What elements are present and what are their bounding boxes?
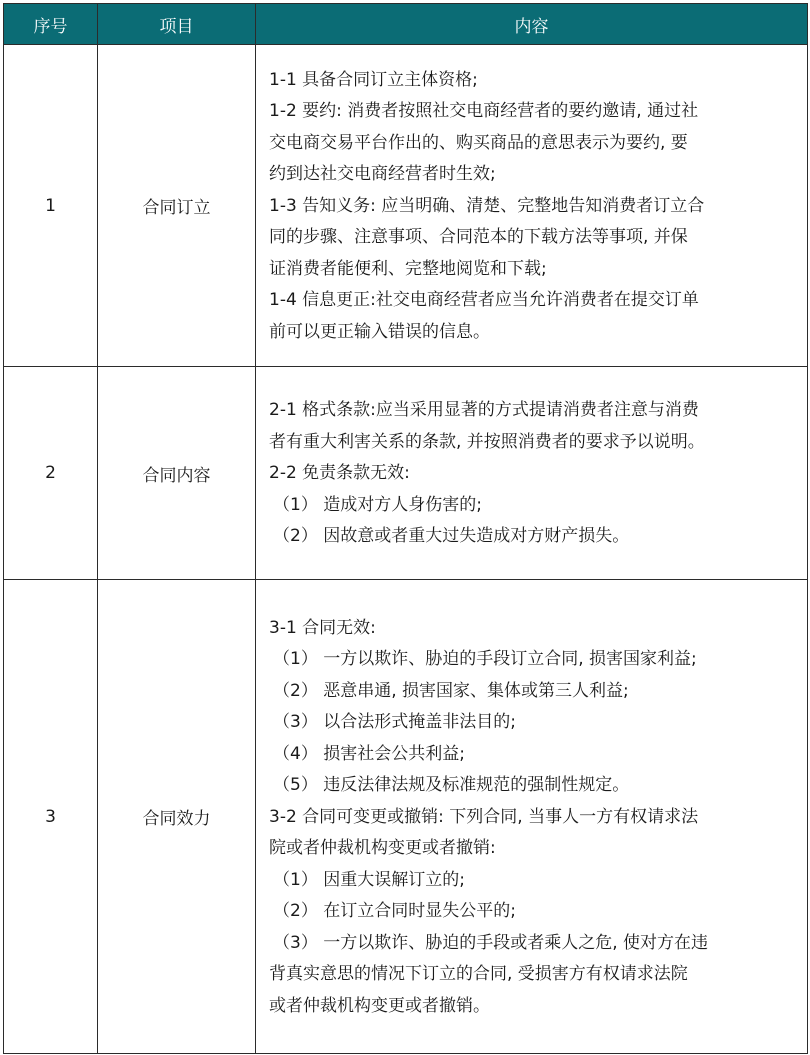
row-number: 1 — [4, 45, 98, 367]
content-line: （2） 在订立合同时显失公平的; — [273, 901, 516, 922]
content-line: 同的步骤、注意事项、合同范本的下载方法等事项, 并保 — [269, 227, 688, 248]
content-line: （1） 因重大误解订立的; — [273, 869, 465, 890]
header-row — [4, 4, 808, 45]
table-row — [4, 45, 808, 367]
row-content — [256, 367, 808, 580]
content-line: 1-4 信息更正:社交电商经营者应当允许消费者在提交订单 — [269, 290, 699, 311]
header-no: 序号 — [4, 4, 98, 45]
table-row — [4, 367, 808, 580]
row-item: 合同订立 — [98, 45, 256, 367]
content-line: 3-2 合同可变更或撤销: 下列合同, 当事人一方有权请求法 — [269, 806, 699, 827]
content-line: 或者仲裁机构变更或者撤销。 — [269, 995, 490, 1016]
row-item: 合同效力 — [98, 580, 256, 1054]
content-line: （1） 造成对方人身伤害的; — [273, 494, 482, 515]
table-row — [4, 580, 808, 1054]
content-line: 者有重大利害关系的条款, 并按照消费者的要求予以说明。 — [269, 431, 705, 452]
row-content — [256, 580, 808, 1054]
content-line: 约到达社交电商经营者时生效; — [269, 164, 496, 185]
content-line: 3-1 合同无效: — [269, 617, 376, 638]
content-line: 2-2 免责条款无效: — [269, 463, 410, 484]
content-line: 2-1 格式条款:应当采用显著的方式提请消费者注意与消费 — [269, 400, 699, 421]
content-line: （2） 因故意或者重大过失造成对方财产损失。 — [273, 526, 630, 547]
contract-table — [3, 3, 808, 1054]
content-line: （5） 违反法律法规及标准规范的强制性规定。 — [273, 775, 630, 796]
row-item: 合同内容 — [98, 367, 256, 580]
content-line: 交电商交易平台作出的、购买商品的意思表示为要约, 要 — [269, 132, 688, 153]
content-line: 院或者仲裁机构变更或者撤销: — [269, 838, 496, 859]
content-line: 1-2 要约: 消费者按照社交电商经营者的要约邀请, 通过社 — [269, 101, 699, 122]
row-number: 3 — [4, 580, 98, 1054]
content-line: （3） 以合法形式掩盖非法目的; — [273, 712, 516, 733]
row-content — [256, 45, 808, 367]
content-line: （4） 损害社会公共利益; — [273, 743, 465, 764]
content-line: 证消费者能便利、完整地阅览和下载; — [269, 258, 547, 279]
header-item: 项目 — [98, 4, 256, 45]
content-line: 1-3 告知义务: 应当明确、清楚、完整地告知消费者订立合 — [269, 195, 705, 216]
row-number: 2 — [4, 367, 98, 580]
header-content: 内容 — [256, 4, 808, 45]
content-line: 前可以更正输入错误的信息。 — [269, 321, 490, 342]
content-line: （2） 恶意串通, 损害国家、集体或第三人利益; — [273, 680, 629, 701]
content-line: （3） 一方以欺诈、胁迫的手段或者乘人之危, 使对方在违 — [273, 932, 709, 953]
content-line: （1） 一方以欺诈、胁迫的手段订立合同, 损害国家利益; — [273, 649, 697, 670]
content-line: 背真实意思的情况下订立的合同, 受损害方有权请求法院 — [269, 964, 688, 985]
content-line: 1-1 具备合同订立主体资格; — [269, 69, 478, 90]
